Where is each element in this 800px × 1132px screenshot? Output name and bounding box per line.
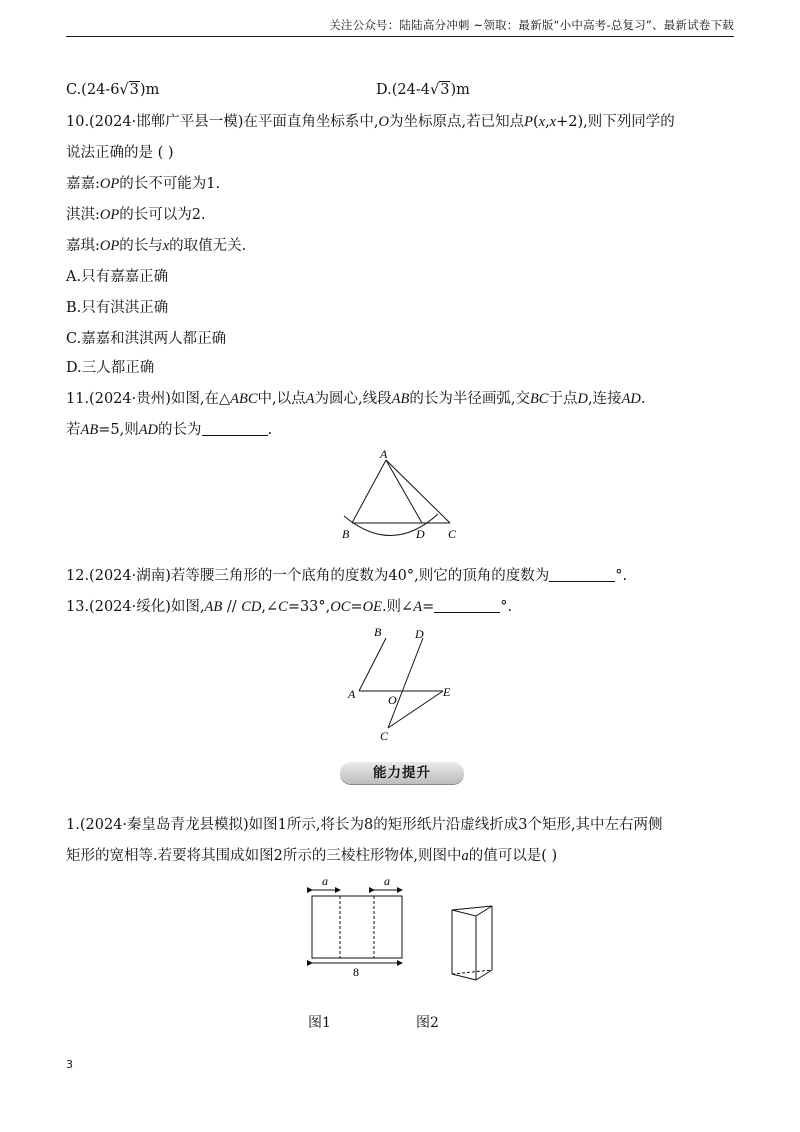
text: 11.(2024·贵州)如图,在△	[66, 391, 231, 407]
label-c: C	[448, 527, 457, 541]
q11-figure	[330, 448, 470, 544]
q13-line	[66, 597, 512, 617]
text: ,连接	[587, 391, 622, 407]
segment-cd	[388, 638, 423, 728]
var: OC	[330, 599, 351, 615]
var: AD	[138, 422, 159, 438]
q10-option-b: B.只有淇淇正确	[66, 300, 169, 316]
text: 的长不可能为1.	[119, 176, 221, 192]
q12-line	[66, 566, 627, 586]
var: P	[524, 114, 533, 130]
label-a: A	[380, 448, 388, 461]
text: 为圆心,线段	[314, 391, 392, 407]
page-number: 3	[66, 1058, 73, 1071]
q10-stem-line1	[66, 112, 675, 132]
answer-blank	[434, 598, 500, 613]
section-badge: 能力提升	[340, 762, 464, 784]
segment-ab	[352, 460, 386, 523]
text: 的取值无关.	[169, 238, 247, 254]
label-d: D	[415, 627, 424, 641]
var: ABC	[230, 391, 258, 407]
label-length: 8	[353, 965, 359, 979]
text: 于点	[548, 391, 578, 407]
text: 10.(2024·邯郸广平县一模)在平面直角坐标系中,	[66, 114, 379, 130]
text: 若	[66, 422, 81, 438]
text: ,	[545, 114, 550, 130]
var: A	[305, 391, 315, 407]
text: 的长与	[119, 238, 163, 254]
text: ,∠	[261, 599, 279, 615]
text: 的长为半径画弧,交	[409, 391, 530, 407]
text: =	[350, 599, 363, 615]
var: x	[549, 114, 557, 130]
page-header	[66, 14, 734, 37]
var: C	[278, 599, 288, 615]
label-a-left: a	[322, 874, 328, 888]
text: 淇淇:	[66, 207, 100, 223]
text: //	[222, 599, 242, 615]
sqrt-sign: √	[429, 82, 440, 98]
paper-rectangle	[312, 896, 402, 958]
prism-bottom-front-left	[452, 974, 476, 980]
answer-blank	[549, 567, 615, 582]
q9-optc-radicand: 3	[129, 82, 139, 98]
text: .	[640, 391, 646, 407]
label-c: C	[380, 729, 389, 743]
text: °.	[500, 599, 513, 615]
label-a-right: a	[384, 874, 390, 888]
q9-optd-post: )m	[450, 82, 470, 98]
var: OP	[99, 176, 120, 192]
prism-top	[452, 906, 492, 916]
var: x	[538, 114, 546, 130]
q9-option-c	[66, 80, 159, 100]
sqrt-sign: √	[119, 82, 129, 98]
header-text: 关注公众号：陆陆高分冲刺 ~领取：最新版“小中高考-总复习”、最新试卷下载	[329, 18, 734, 32]
q13-figure	[340, 622, 470, 746]
var: a	[461, 848, 469, 864]
figure-2-label: 图2	[416, 1015, 439, 1031]
q11-line2	[66, 420, 272, 440]
text: =5,则	[98, 422, 139, 438]
label-d: D	[416, 527, 425, 541]
var: D	[577, 391, 588, 407]
label-b: B	[342, 527, 350, 541]
figure-1-label: 图1	[308, 1015, 331, 1031]
text: 的长可以为2.	[119, 207, 206, 223]
text: 13.(2024·绥化)如图,	[66, 599, 205, 615]
text: (	[532, 114, 539, 130]
var: AB	[80, 422, 99, 438]
var: O	[378, 114, 389, 130]
q10-option-d: D.三人都正确	[66, 360, 155, 376]
text: .	[267, 422, 273, 438]
label-a: A	[348, 687, 356, 701]
text: 的长为	[158, 422, 202, 438]
p1-figure-2	[446, 902, 506, 988]
text: 嘉琪:	[66, 238, 100, 254]
q9-optc-pre: C.(24-6	[66, 82, 120, 98]
text: °.	[615, 568, 628, 584]
label-o: O	[388, 693, 397, 707]
text: =	[422, 599, 435, 615]
q9-optd-pre: D.(24-4	[376, 82, 430, 98]
text: .则∠	[381, 599, 414, 615]
text: 中,以点	[257, 391, 306, 407]
text: 为坐标原点,若已知点	[388, 114, 525, 130]
q10-option-a: A.只有嘉嘉正确	[66, 269, 169, 285]
q9-optc-post: )m	[139, 82, 160, 98]
q9-option-d	[376, 80, 470, 100]
var: OP	[99, 238, 120, 254]
var: x	[162, 238, 170, 254]
var: AB	[204, 599, 223, 615]
p1-line1: 1.(2024·秦皇岛青龙县模拟)如图1所示,将长为8的矩形纸片沿虚线折成3个矩形,其中左右两侧	[66, 817, 663, 833]
q10-stem-line2: 说法正确的是 ( )	[66, 145, 174, 161]
text: 12.(2024·湖南)若等腰三角形的一个底角的度数为40°,则它的顶角的度数为	[66, 568, 550, 584]
var: AB	[391, 391, 410, 407]
label-e: E	[443, 685, 451, 699]
q10-statement-3	[66, 236, 246, 256]
q10-statement-1	[66, 174, 220, 194]
q11-line1	[66, 389, 646, 409]
segment-ab	[359, 638, 386, 691]
text: =33°,	[287, 599, 331, 615]
answer-blank	[202, 421, 268, 436]
var: OE	[362, 599, 382, 615]
text: 的值可以是( )	[468, 848, 558, 864]
text: 嘉嘉:	[66, 176, 100, 192]
var: CD	[241, 599, 262, 615]
label-b: B	[374, 625, 382, 639]
var: A	[413, 599, 423, 615]
p1-figure-1	[300, 870, 420, 980]
text: 矩形的宽相等.若要将其围成如图2所示的三棱柱形物体,则图中	[66, 848, 462, 864]
var: OP	[99, 207, 120, 223]
text: +2),则下列同学的	[556, 114, 675, 130]
segment-ad	[386, 460, 422, 523]
p1-line2	[66, 846, 557, 866]
q9-optd-radicand: 3	[440, 82, 450, 98]
var: AD	[621, 391, 641, 407]
q10-option-c: C.嘉嘉和淇淇两人都正确	[66, 331, 227, 347]
var: BC	[529, 391, 549, 407]
segment-ac	[386, 460, 450, 523]
q10-statement-2	[66, 205, 206, 225]
